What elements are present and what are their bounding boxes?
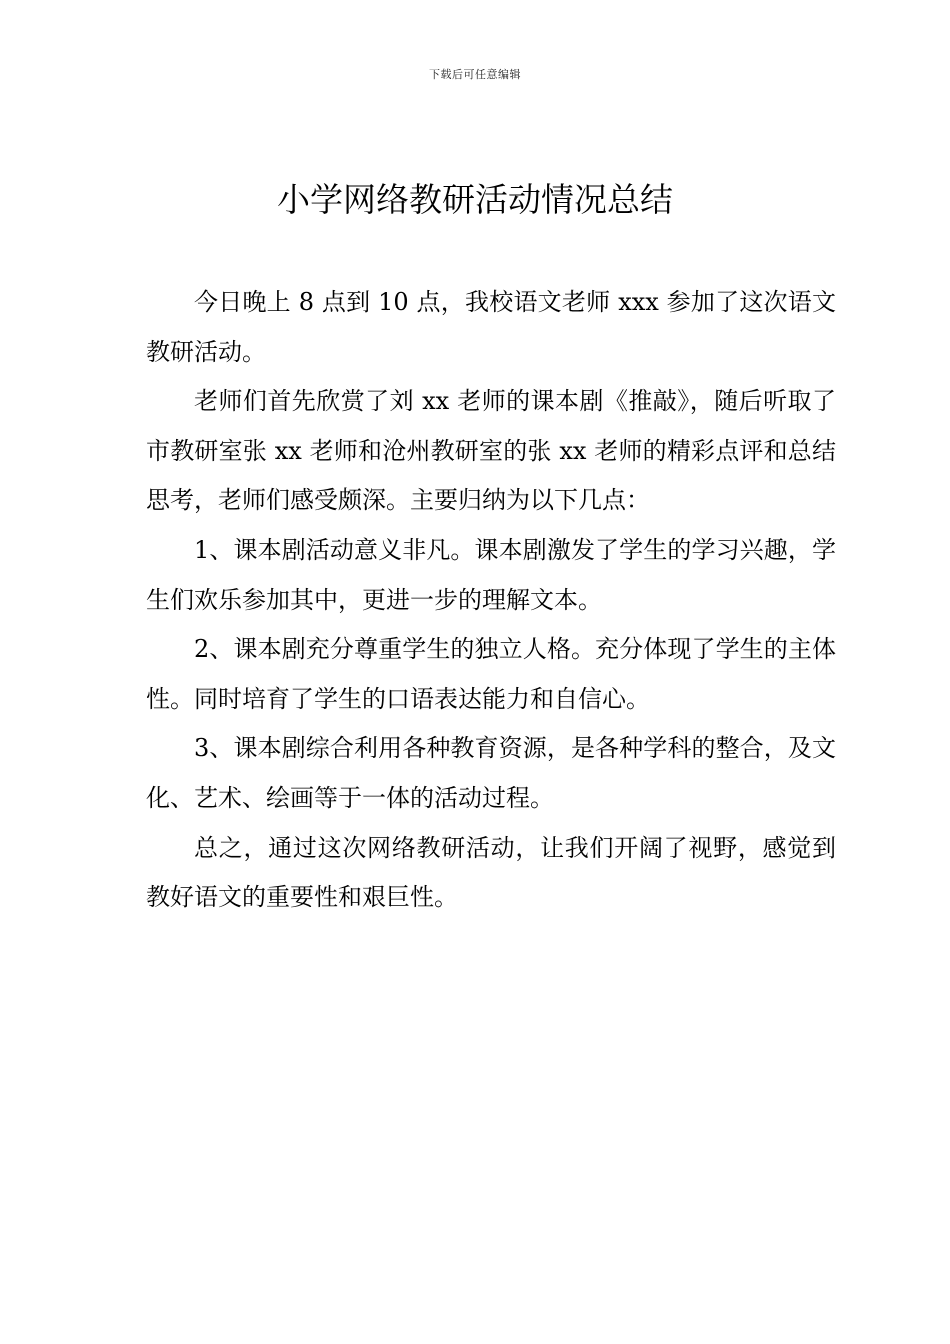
document-body	[146, 278, 836, 923]
document-title: 小学网络教研活动情况总结	[277, 180, 673, 219]
paragraph-2: 老师们首先欣赏了刘 xx 老师的课本剧《推敲》，随后听取了市教研室张 xx 老师和沧州教研室的张 xx 老师的精彩点评和总结思考，老师们感受颇深。主要归纳为以下几点：	[146, 387, 836, 515]
paragraph-5: 3、课本剧综合利用各种教育资源，是各种学科的整合，及文化、艺术、绘画等于一体的活动过程。	[146, 734, 836, 812]
header-note: 下载后可任意编辑	[429, 68, 521, 81]
paragraph-4: 2、课本剧充分尊重学生的独立人格。充分体现了学生的主体性。同时培育了学生的口语表达能力和自信心。	[146, 635, 836, 713]
paragraph-1: 今日晚上 8 点到 10 点，我校语文老师 xxx 参加了这次语文教研活动。	[146, 288, 836, 366]
paragraph-3: 1、课本剧活动意义非凡。课本剧激发了学生的学习兴趣，学生们欢乐参加其中，更进一步的理解文本。	[146, 535, 836, 614]
paragraph-6: 总之，通过这次网络教研活动，让我们开阔了视野，感觉到教好语文的重要性和艰巨性。	[146, 833, 836, 912]
